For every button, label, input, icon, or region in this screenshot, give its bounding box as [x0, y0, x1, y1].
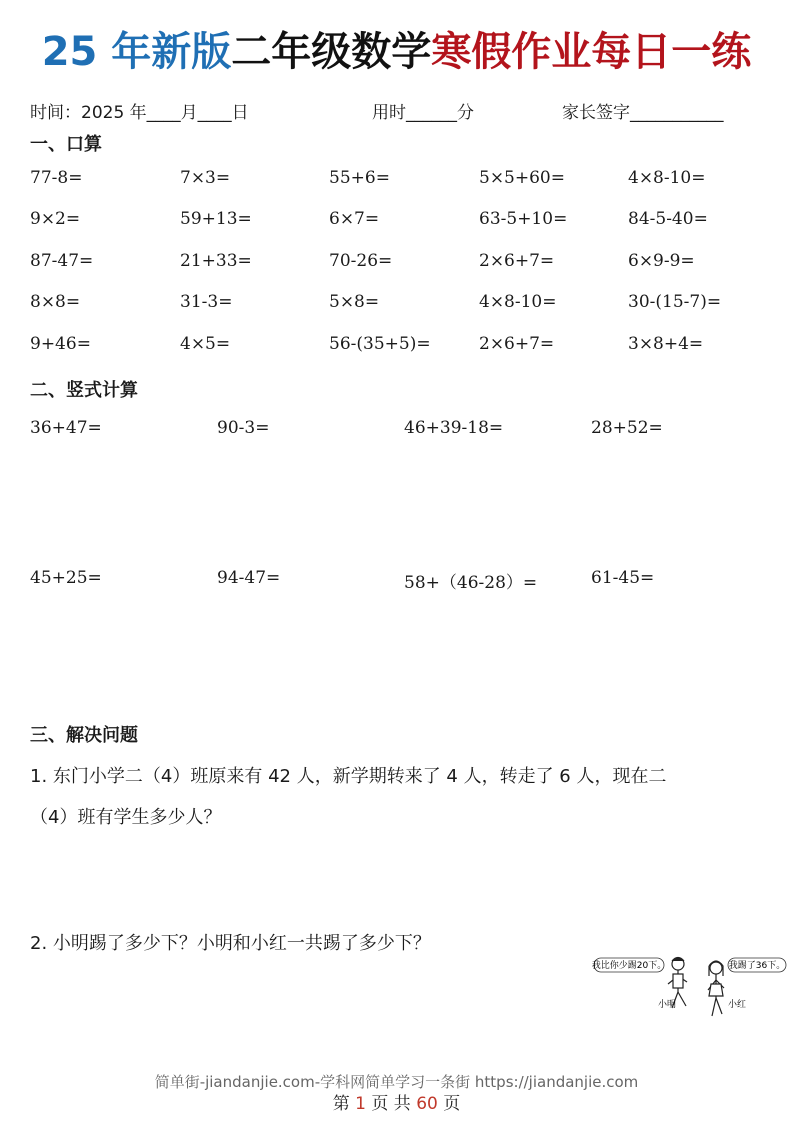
- bubble-left-text: 我比你少踢20下。: [592, 961, 667, 971]
- oral-problem: 70-26=: [329, 251, 393, 271]
- vertical-problem: 36+47=: [30, 418, 102, 438]
- title-part-blue: 25 年新版: [41, 29, 232, 75]
- info-parent-signature: 家长签字___________: [562, 103, 724, 123]
- kids-illustration: [592, 950, 792, 1028]
- oral-problem: 4×8-10=: [628, 168, 706, 188]
- oral-problem: 63-5+10=: [479, 209, 568, 229]
- problem-1-line-1: 1. 东门小学二（4）班原来有 42 人，新学期转来了 4 人，转走了 6 人，现在二: [30, 766, 667, 787]
- oral-problem: 6×7=: [329, 209, 380, 229]
- oral-problem: 8×8=: [30, 292, 81, 312]
- page-title: [0, 26, 793, 78]
- oral-problem: 77-8=: [30, 168, 83, 188]
- section-oral-calc: 一、口算: [30, 134, 102, 155]
- problem-1-line-2: （4）班有学生多少人？: [30, 807, 222, 828]
- vertical-problem: 58+（46-28）=: [404, 573, 538, 593]
- page-mid: 页 共: [371, 1094, 411, 1114]
- vertical-problem: 28+52=: [591, 418, 663, 438]
- oral-problem: 30-(15-7)=: [628, 292, 722, 312]
- oral-problem: 21+33=: [180, 251, 252, 271]
- title-part-black: 二年级数学: [231, 29, 432, 75]
- name-label-left: 小明: [658, 1000, 677, 1010]
- vertical-problem: 90-3=: [217, 418, 270, 438]
- oral-problem: 84-5-40=: [628, 209, 708, 229]
- page-total: 60: [416, 1094, 438, 1114]
- oral-problem: 7×3=: [180, 168, 231, 188]
- oral-problem: 3×8+4=: [628, 334, 704, 354]
- page-current: 1: [355, 1094, 366, 1114]
- problem-2: 2. 小明踢了多少下？小明和小红一共踢了多少下？: [30, 933, 431, 954]
- oral-problem: 4×8-10=: [479, 292, 557, 312]
- title-part-red: 寒假作业每日一练: [431, 29, 752, 75]
- vertical-problem: 45+25=: [30, 568, 102, 588]
- oral-problem: 5×8=: [329, 292, 380, 312]
- oral-problem: 4×5=: [180, 334, 231, 354]
- name-label-right: 小红: [728, 1000, 747, 1010]
- oral-problem: 56-(35+5)=: [329, 334, 431, 354]
- oral-problem: 31-3=: [180, 292, 233, 312]
- info-time: 时间：2025 年____月____日: [30, 103, 249, 123]
- vertical-problem: 94-47=: [217, 568, 281, 588]
- vertical-problem: 46+39-18=: [404, 418, 504, 438]
- footer-page-number: [0, 1089, 793, 1114]
- girl-figure-icon: [708, 961, 724, 1016]
- vertical-problem: 61-45=: [591, 568, 655, 588]
- section-word-problems: 三、解决问题: [30, 725, 138, 746]
- section-vertical-calc: 二、竖式计算: [30, 380, 138, 401]
- oral-problem: 2×6+7=: [479, 251, 555, 271]
- oral-problem: 59+13=: [180, 209, 252, 229]
- oral-problem: 9+46=: [30, 334, 91, 354]
- oral-problem: 55+6=: [329, 168, 390, 188]
- info-duration: 用时______分: [372, 103, 474, 123]
- bubble-right-text: 我踢了36下。: [728, 961, 786, 971]
- oral-problem: 2×6+7=: [479, 334, 555, 354]
- oral-problem: 5×5+60=: [479, 168, 565, 188]
- page-suffix: 页: [443, 1094, 461, 1114]
- page-prefix: 第: [332, 1094, 350, 1114]
- oral-problem: 9×2=: [30, 209, 81, 229]
- oral-problem: 87-47=: [30, 251, 94, 271]
- footer-site: 简单街-jiandanjie.com-学科网简单学习一条街 https://jiandanjie.com: [154, 1073, 639, 1091]
- oral-problem: 6×9-9=: [628, 251, 695, 271]
